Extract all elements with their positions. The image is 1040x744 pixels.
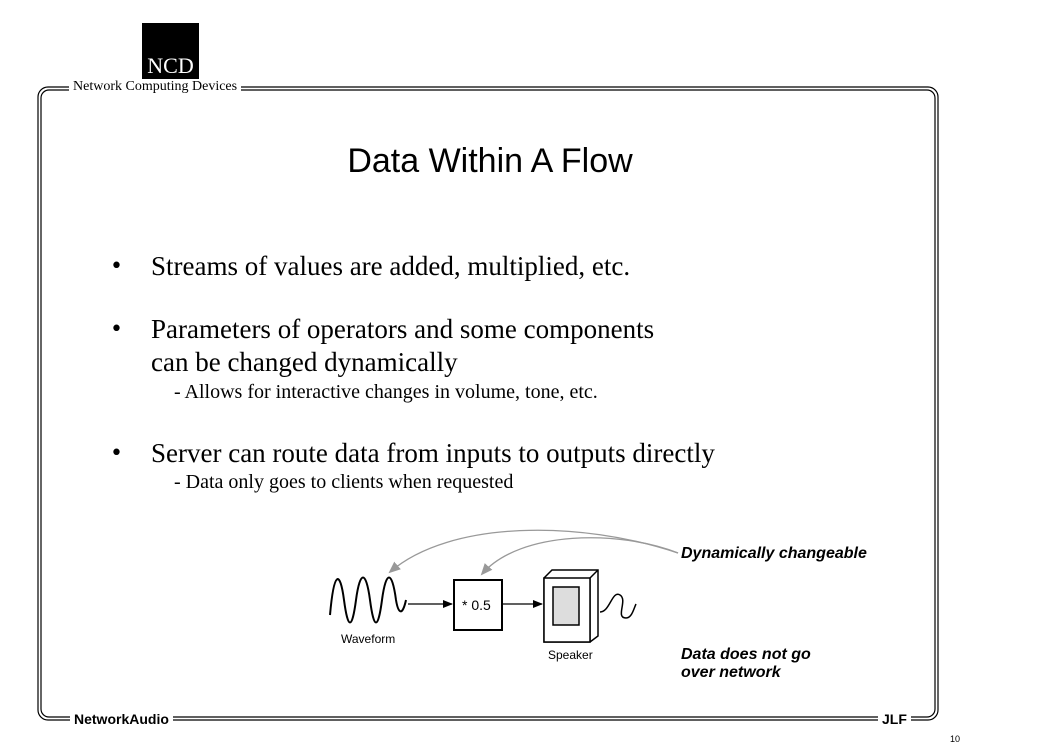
bullet-icon: • bbox=[110, 317, 123, 342]
sub-bullet-text: - Data only goes to clients when requested bbox=[174, 471, 514, 493]
bullet-text: Server can route data from inputs to outputs directly bbox=[151, 438, 715, 468]
annotation-network-line2: over network bbox=[681, 664, 781, 681]
page-number: 10 bbox=[950, 734, 961, 744]
bullet-text-line2: can be changed dynamically bbox=[151, 347, 458, 377]
speaker-label: Speaker bbox=[548, 648, 593, 662]
bullet-text: Streams of values are added, multiplied, etc. bbox=[151, 251, 631, 281]
company-name: Network Computing Devices bbox=[69, 79, 241, 95]
ncd-logo: NCD bbox=[142, 23, 199, 79]
annotation-network-line1: Data does not go bbox=[681, 646, 811, 663]
footer-product: NetworkAudio bbox=[70, 711, 173, 727]
dynamic-arrow-to-multiplier bbox=[482, 538, 678, 574]
dynamic-arrow-to-waveform bbox=[390, 530, 678, 572]
sub-bullet-text: - Allows for interactive changes in volume, tone, etc. bbox=[174, 381, 598, 403]
waveform-icon bbox=[330, 578, 406, 623]
footer-author: JLF bbox=[878, 711, 911, 727]
bullet-icon: • bbox=[110, 254, 123, 279]
annotation-dynamic: Dynamically changeable bbox=[681, 545, 867, 562]
bullet-icon: • bbox=[110, 441, 123, 466]
speaker-icon bbox=[544, 570, 636, 642]
multiplier-label: * 0.5 bbox=[462, 597, 491, 613]
slide-title: Data Within A Flow bbox=[347, 142, 633, 180]
bullet-text-line1: Parameters of operators and some components bbox=[151, 314, 655, 344]
waveform-label: Waveform bbox=[341, 632, 396, 646]
